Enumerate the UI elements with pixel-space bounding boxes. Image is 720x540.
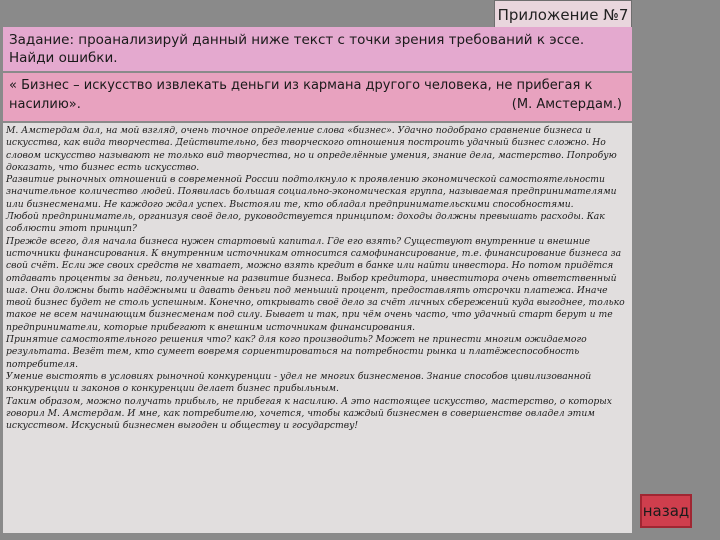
quote-text: « Бизнес – искусство извлекать деньги из кармана другого человека, не прибегая к насилию». <box>9 78 593 112</box>
essay-paragraph: Развитие рыночных отношений в современной России подтолкнуло к проявлению экономической самостоятельности значительное количество людей. Появилась большая социально-экономическая группа, называемая предпринимателями или бизнесменами. Не каждого ждал успех. Выстояли те, кто обладал предпринимательскими способностями. <box>6 174 617 210</box>
appendix-label: Приложение №7 <box>494 0 632 28</box>
task-text: Задание: проанализируй данный ниже текст с точки зрения требований к эссе. Найди ошибки. <box>9 32 585 66</box>
back-button[interactable]: назад <box>640 494 692 528</box>
essay-paragraph: Принятие самостоятельного решения что? как? для кого производить? Может не принести многим ожидаемого результата. Везёт тем, кто сумеет вовремя сориентироваться на потребности рынка и платёжеспособность потребителя. <box>6 334 587 370</box>
essay-text-panel <box>3 123 632 533</box>
task-box <box>3 27 632 71</box>
essay-paragraph: Таким образом, можно получать прибыль, не прибегая к насилию. А это настоящее искусство, мастерство, о которых говорил М. Амстердам. И мне, как потребителю, хочется, чтобы каждый бизнесмен в совершенстве овладел этим искусством. Искусный бизнесмен выгоден и обществу и государству! <box>6 395 612 432</box>
essay-paragraph: Любой предприниматель, организуя своё дело, руководствуется принципом: доходы должны превышать расходы. Как соблюсти этот принцип? <box>6 211 605 235</box>
quote-author: (М. Амстердам.) <box>511 97 622 112</box>
essay-paragraph: М. Амстердам дал, на мой взгляд, очень точное определение слова «бизнес». Удачно подобрано сравнение бизнеса и искусства, как вида творчества. Действительно, без творческого отношения построить удачный бизнес сложно. Но словом искусство называют не только вид творчества, но и определённые умения, знание дела, мастерство. Попробую доказать, что бизнес есть искусство. <box>6 125 617 173</box>
essay-paragraph: Прежде всего, для начала бизнеса нужен стартовый капитал. Где его взять? Существуют внутренние и внешние источники финансирования. К внутренним источникам относится самофинансирование, т.е. финансирование бизнеса за свой счёт. Если же своих средств не хватает, можно взять кредит в банке или найти инвестора. Но потом придётся отдавать проценты за деньги, полученные на развитие бизнеса. Выбор кредитора, инвеститора очень ответственный шаг. Они должны быть надёжными и давать деньги под меньший процент, предоставлять отсрочки платежа. Иначе твой бизнес будет не столь успешным. Конечно, открывать своё дело за счёт личных сбережений куда выгоднее, только такое не всем начинающим бизнесменам под силу. Бывает и так, при чём очень часто, что удачный старт берут и те предприниматели, которые прибегают к внешним источникам финансирования. <box>6 235 625 333</box>
quote-box <box>3 73 632 121</box>
essay-paragraph: Умение выстоять в условиях рыночной конкуренции - удел не многих бизнесменов. Знание способов цивилизованной конкуренции и законов о конкуренции делает бизнес прибыльным. <box>6 370 592 395</box>
